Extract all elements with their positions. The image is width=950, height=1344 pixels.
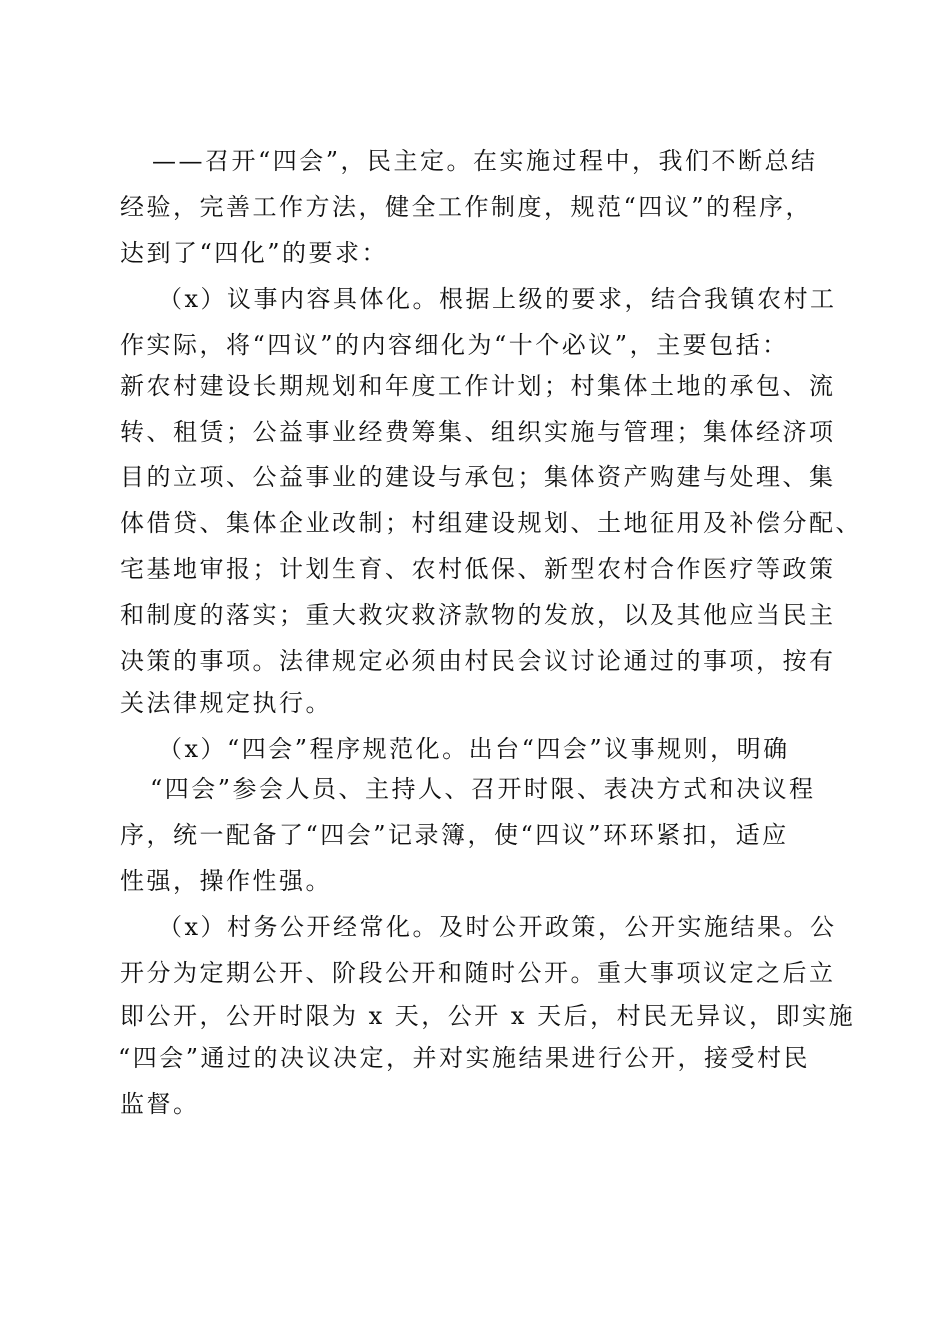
text-line: 目的立项、公益事业的建设与承包；集体资产购建与处理、集 [120, 463, 836, 491]
text-line: 序，统一配备了“四会”记录簿，使“四议”环环紧扣，适应 [120, 821, 789, 849]
text-line: 转、租赁；公益事业经费筹集、组织实施与管理；集体经济项 [120, 418, 836, 446]
text-line: （x）村务公开经常化。及时公开政策，公开实施结果。公 [158, 913, 837, 941]
text-line: 宅基地审报；计划生育、农村低保、新型农村合作医疗等政策 [120, 555, 836, 583]
text-line: 经验，完善工作方法，健全工作制度，规范“四议”的程序， [120, 193, 813, 221]
text-line: ——召开“四会”，民主定。在实施过程中，我们不断总结 [152, 147, 818, 175]
text-line: “四会”通过的决议决定，并对实施结果进行公开，接受村民 [118, 1044, 811, 1072]
text-line: （x）议事内容具体化。根据上级的要求，结合我镇农村工 [158, 285, 837, 313]
text-line: 性强，操作性强。 [120, 867, 332, 895]
text-line: 开分为定期公开、阶段公开和随时公开。重大事项议定之后立 [120, 959, 836, 987]
text-line: “四会”参会人员、主持人、召开时限、表决方式和决议程 [150, 775, 816, 803]
text-line: 作实际，将“四议”的内容细化为“十个必议”，主要包括： [120, 331, 789, 359]
text-line: 关法律规定执行。 [120, 689, 332, 717]
text-line: 体借贷、集体企业改制；村组建设规划、土地征用及补偿分配、 [120, 509, 862, 537]
text-line: 和制度的落实；重大救灾救济款物的发放，以及其他应当民主 [120, 601, 836, 629]
text-line: （x）“四会”程序规范化。出台“四会”议事规则，明确 [158, 735, 790, 763]
text-line: 即公开，公开时限为 x 天，公开 x 天后，村民无异议，即实施 [120, 1002, 856, 1030]
text-line: 达到了“四化”的要求： [120, 239, 389, 267]
text-line: 监督。 [120, 1090, 200, 1118]
text-line: 新农村建设长期规划和年度工作计划；村集体土地的承包、流 [120, 372, 836, 400]
text-line: 决策的事项。法律规定必须由村民会议讨论通过的事项，按有 [120, 647, 836, 675]
